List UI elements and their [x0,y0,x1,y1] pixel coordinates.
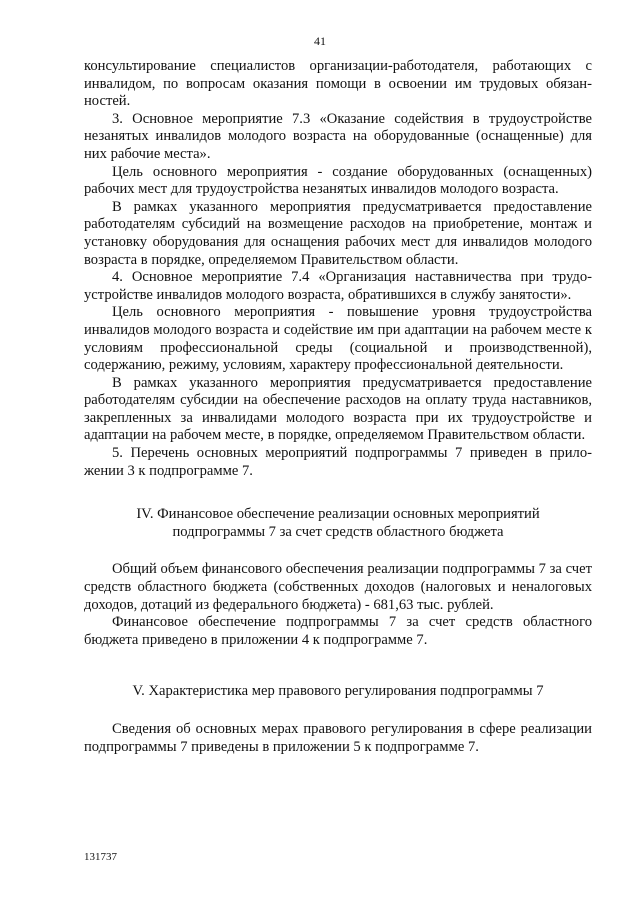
section-4-heading-line-1: IV. Финансовое обеспечение реализации основных мероприятий [136,506,540,523]
paragraph-goal-7-3: Цель основного мероприятия - создание оборудованных (оснащенных) рабочих мест для трудоустройства незанятых инвалидов молодого возраста. [84,163,592,198]
paragraph-continuation: консультирование специалистов организации-работодателя, работающих с инвалидом, по вопросам оказания помощи в освоении им трудовых обязанностей. [84,58,592,110]
paragraph-scope-7-4: В рамках указанного мероприятия предусматривается предоставление работодателям субсидии на обеспечение расходов на оплату труда наставников, закрепленных за инвалидами молодого возраста при их трудоустройстве и адаптации на рабочем месте, в порядке, определяемом Правительством области. [84,374,592,444]
paragraph-measure-7-4: 4. Основное мероприятие 7.4 «Организация наставничества при трудоустройстве инвалидов молодого возраста, обратившихся в службу занятости». [84,269,592,303]
section-5-heading: V. Характеристика мер правового регулирования подпрограммы 7 [132,683,544,700]
footer-document-code: 131737 [84,851,117,863]
page-number: 41 [314,34,326,48]
section-4-paragraph-total: Общий объем финансового обеспечения реализации подпрограммы 7 за счет средств областного бюджета (собственных доходов (налоговых и неналоговых доходов, дотаций из федерального бюджета) - 681,63 тыс. рублей. [84,561,592,613]
paragraph-measures-list: 5. Перечень основных мероприятий подпрограммы 7 приведен в приложении 3 к подпрограмме 7. [84,445,592,479]
section-5-paragraph: Сведения об основных мерах правового регулирования в сфере реализации подпрограммы 7 приведены в приложении 5 к подпрограмме 7. [84,721,592,755]
section-4-heading-line-2: подпрограммы 7 за счет средств областного бюджета [172,523,504,540]
paragraph-scope-7-3: В рамках указанного мероприятия предусматривается предоставление работодателям субсидий на возмещение расходов на приобретение, монтаж и установку оборудования для оснащения рабочих мест для инвалидов молодого возраста в порядке, определяемом Правительством области. [84,198,592,268]
paragraph-measure-7-3: 3. Основное мероприятие 7.3 «Оказание содействия в трудоустройстве незанятых инвалидов молодого возраста на оборудованные (оснащенные) для них рабочие места». [84,110,592,162]
section-4-paragraph-financing: Финансовое обеспечение подпрограммы 7 за счет средств областного бюджета приведено в приложении 4 к подпрограмме 7. [84,614,592,648]
document-body [84,58,592,756]
paragraph-goal-7-4: Цель основного мероприятия - повышение уровня трудоустройства инвалидов молодого возраста и содействие им при адаптации на рабочем месте к условиям профессиональной среды (социальной и производственной), содержанию, режиму, условиям, характеру профессиональной деятельности. [84,304,592,374]
